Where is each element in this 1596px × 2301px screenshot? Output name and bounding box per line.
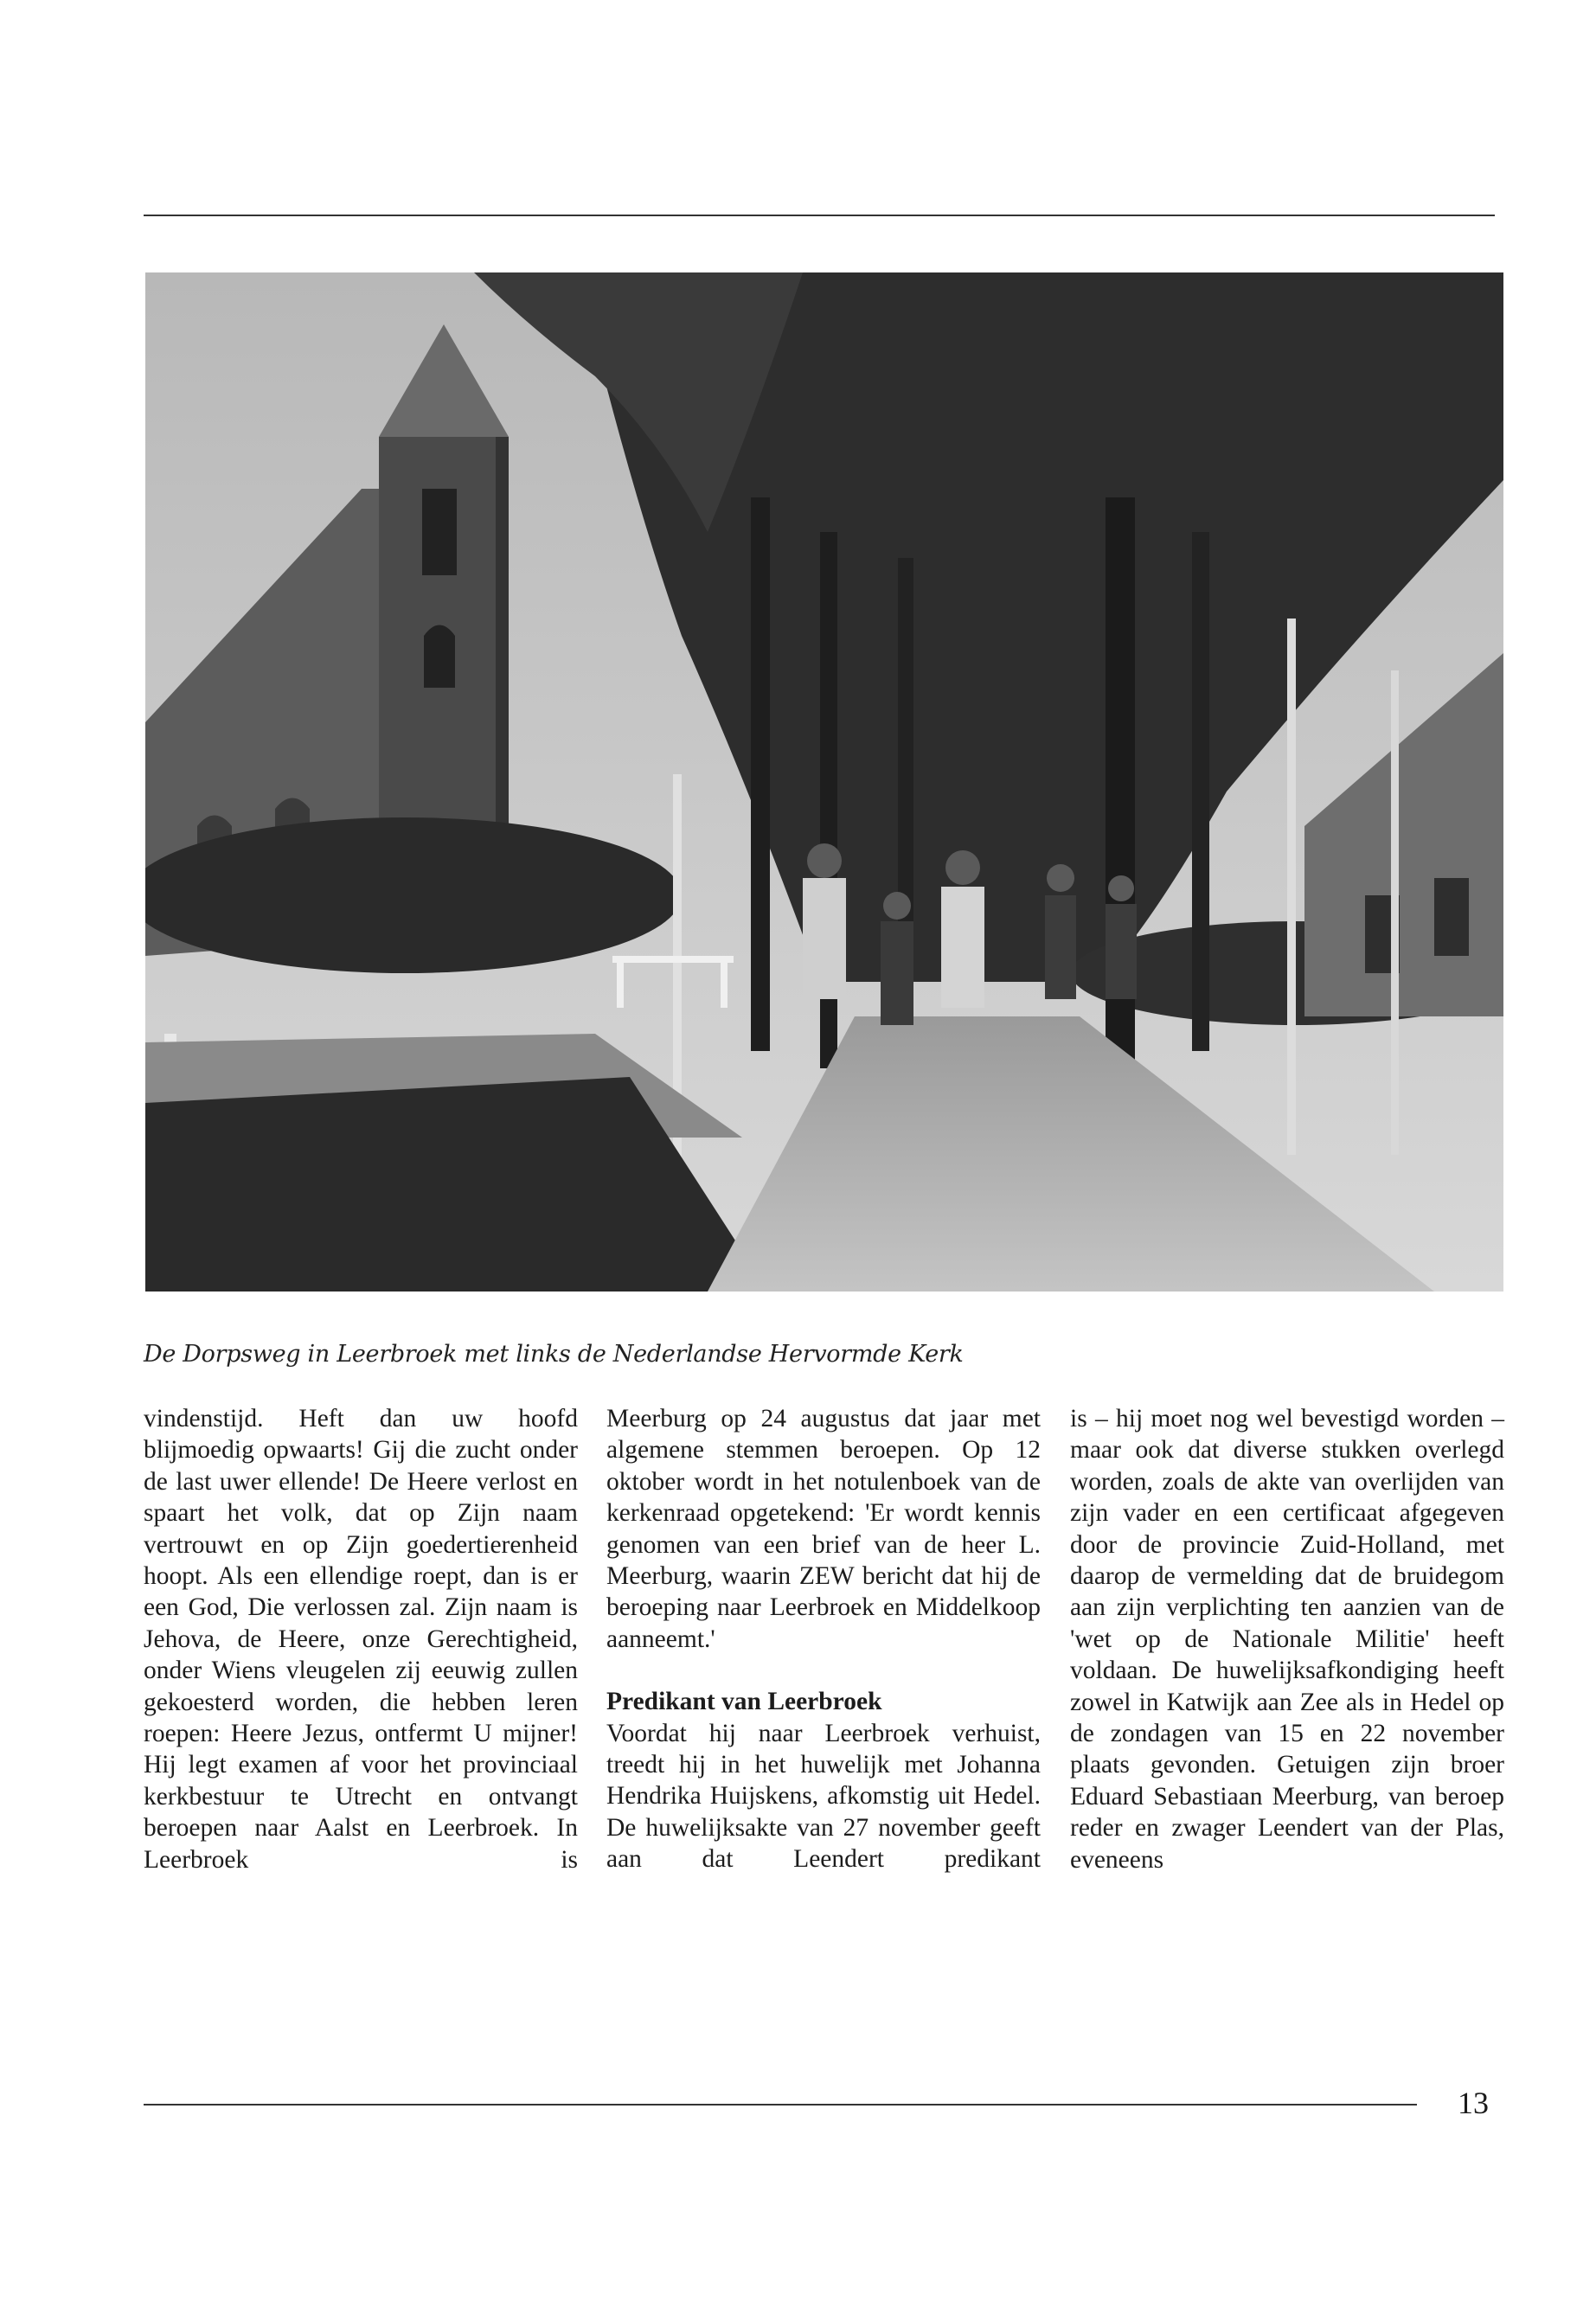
paragraph: Meerburg op 24 augustus dat jaar met algemene stemmen beroepen. Op 12 oktober wordt in het notulenboek van de kerkenraad opgetekend: 'Er wordt kennis genomen van een brief van de heer L. Meerburg, waarin ZEW bericht dat hij de beroeping naar Leerbroek en Middelkoop aanneemt.' [606, 1405, 1041, 1653]
text-column-1 [144, 1403, 578, 1875]
text-column-2 [606, 1403, 1041, 1875]
paragraph: Voordat hij naar Leerbroek verhuist, treedt hij in het huwelijk met Johanna Hendrika Huijskens, afkomstig uit Hedel. De huwelijksakte van 27 november geeft aan dat Leendert predikant [606, 1719, 1041, 1874]
village-road-photo [145, 272, 1503, 1292]
photo-caption: De Dorpsweg in Leerbroek met links de Nederlandse Hervormde Kerk [144, 1341, 964, 1368]
top-rule [144, 215, 1495, 216]
page-number: 13 [1458, 2086, 1489, 2120]
paragraph: is – hij moet nog wel bevestigd worden – maar ook dat diverse stukken overlegd worden, zoals de akte van overlijden van zijn vader en een certificaat afgegeven door de provincie Zuid-Holland, met daarop de vermelding dat de bruidegom aan zijn verplichting ten aanzien van de 'wet op de Nationale Militie' heeft voldaan. De huwelijksafkondiging heeft zowel in Katwijk aan Zee als in Hedel op de zondagen van 15 en 22 november plaats gevonden. Getuigen zijn broer Eduard Sebastiaan Meerburg, van beroep reder en zwager Leendert van der Plas, eveneens [1070, 1405, 1504, 1874]
section-heading: Predikant van Leerbroek [606, 1688, 882, 1716]
text-column-3 [1070, 1403, 1504, 1875]
paragraph: Hij legt examen af voor het provinciaal kerkbestuur te Utrecht en ontvangt beroepen naar Aalst en Leerbroek. In Leerbroek is [144, 1751, 578, 1874]
paragraph: vindenstijd. Heft dan uw hoofd blijmoedig opwaarts! Gij die zucht onder de last uwer ellende! De Heere verlost en spaart het volk, dat op Zijn naam vertrouwt en op Zijn goedertierenheid hoopt. Als een ellendige roept, dan is er een God, Die verlossen zal. Zijn naam is Jehova, de Heere, onze Gerechtigheid, onder Wiens vleugelen zij eeuwig zullen gekoesterd worden, die hebben leren roepen: Heere Jezus, ontfermt U mijner! [144, 1405, 578, 1748]
bottom-rule [144, 2104, 1417, 2106]
